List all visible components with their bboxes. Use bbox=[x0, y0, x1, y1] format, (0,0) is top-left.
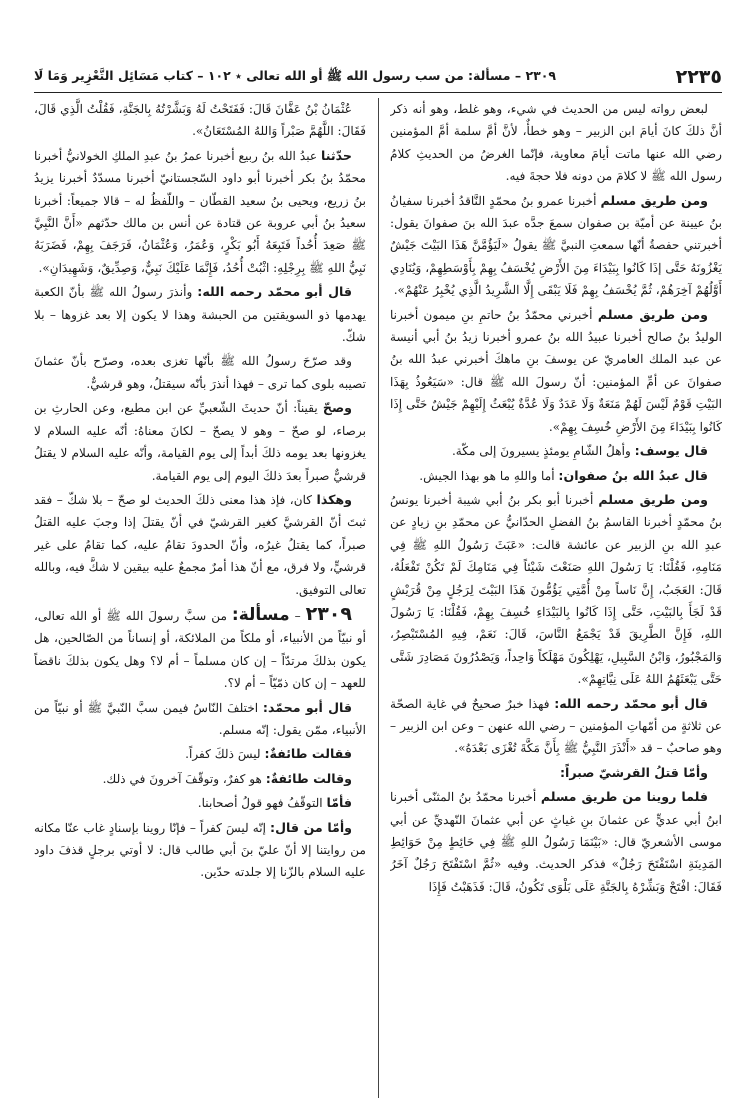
column-divider bbox=[378, 98, 379, 1098]
paragraph-text: يقيناً: أنّ حديثَ الشّعبيِّ عن ابن مطيع، وعن الحارثِ بن برصاء، لو صحّ – وهو لا يصحّ – لكانَ معناهُ: أنّه عليه السلام لا يغزونها بعد يومه ذلكَ أبداً إلى يوم القيامة، وأنّه عليه السلام لا يقتلُ قرشيٌّ صبراً بعدَ ذلكَ اليوم إلى يوم القيامة. bbox=[34, 401, 366, 483]
paragraph-text: من سبَّ رسولَ الله ﷺ أو الله تعالى، أو نبيّاً من الأنبياء، أو ملكاً من الملائكة، أو إنساناً من الصّالحين، هل يكون بذلكَ مرتدّاً – إن كان مسلماً – أم لا؟ وهل يكون بذلكَ ناقضاً للعهد – إن كان ذمّيّاً – أم لا؟. bbox=[34, 608, 366, 691]
lead-phrase: وأمّا قتلُ القرشيّ صبراً: bbox=[559, 764, 708, 780]
paragraph-text: أما واللهِ ما هو بهذا الجيش. bbox=[419, 468, 559, 483]
paragraph bbox=[390, 489, 722, 691]
lead-phrase: فقالت طائفةٌ: bbox=[264, 746, 352, 762]
paragraph bbox=[34, 792, 366, 814]
paragraph bbox=[34, 281, 366, 348]
issue-heading: مسألة: bbox=[231, 604, 290, 625]
lead-phrase: ومن طريق مسلم bbox=[600, 192, 708, 208]
running-title: ٢٣٠٩ – مسألة: من سب رسول الله ﷺ أو الله تعالى ٭ ١٠٢ – كتاب مَسَائِل التَّعْزِير وَمَا لَا bbox=[34, 67, 556, 83]
lead-phrase: وأمّا من قال: bbox=[270, 819, 353, 835]
paragraph-text: أخبرنا محمّدُ بنُ المثنّى أخبرنا ابنُ أبي عديٍّ عن عثمانَ بنِ غياثٍ عن أبي عثمانَ النّهديِّ عن أبي موسى الأشعريّ قال: «بَيْنَمَا رَسُولُ اللهِ ﷺ فِي حَائِطٍ مِنْ حَوَائِطِ المَدِينَةِ اسْتَفْتَحَ رَجُلٌ» فذكر الحديث. وفيه «ثُمَّ اسْتَفْتَحَ رَجُلٌ آخَرُ فَقَالَ: افْتَحْ وَبَشِّرْهُ بِالجَنَّةِ عَلَى بَلْوَى تَكُونُ، قَالَ: فَذَهَبْتُ فَإِذَا bbox=[390, 790, 722, 894]
paragraph-text: اختلفَ النّاسُ فيمن سبَّ النّبيَّ ﷺ أو نبيّاً من الأنبياء، ممّن يقول: إنّه مسلم. bbox=[34, 700, 366, 737]
paragraph-text: إنّه ليسَ كفراً – فإنّا روينا بإسنادٍ غاب عنّا مكانه من روايتنا إلا أنّ عليّ بنَ أبي طالب قال: لا أوتي برجلٍ قذفَ داود عليه السلام بالزّنا إلا جلدته حدّين. bbox=[34, 820, 366, 880]
lead-phrase: فأمّا bbox=[326, 795, 352, 811]
lead-phrase: وقالت طائفةٌ: bbox=[265, 770, 352, 786]
paragraph bbox=[34, 768, 366, 790]
paragraph-text: أخبرنا عمرو بنُ محمّدٍ النَّاقدُ أخبرنا سفيانُ بنُ عيينة عن أميّة بن صفوان سمعَ جدَّه عبدَ الله بنَ صفوانَ يقول: أخبرتني حفصةُ أنّها سمعتِ النبيَّ ﷺ يقولُ «لَيَؤُمَّنَّ هَذَا البَيْتَ جَيْشٌ يَغْزُونَهُ حَتَّى إذَا كَانُوا بِبَيْدَاءَ مِنَ الأَرْضِ يُخْسَفُ بِهِمْ بِأَوْسَطِهِمْ، وَيُنَادِي أَوَّلُهُمْ آخِرَهُمْ، ثُمَّ يُخْسَفُ بِهِمْ فَلَا يَبْقَى إِلَّا الشَّرِيدُ الَّذِي يُخْبِرُ عَنْهُمْ». bbox=[390, 193, 722, 298]
paragraph-text: وأنذرَ رسولُ الله ﷺ بأنّ الكعبة يهدمها ذو السويقتين من الحبشة وهذا لا يكون إلا بعد غزوها – بلا شكّ. bbox=[34, 285, 366, 345]
paragraph-text: التوقّفُ فهو قولُ أصحابنا. bbox=[197, 796, 327, 811]
paragraph bbox=[34, 489, 366, 601]
paragraph-text: وأهلُ الشّامِ يومئذٍ يسيرونَ إلى مكّة. bbox=[451, 444, 635, 459]
paragraph-text: ليسَ ذلكَ كفراً. bbox=[185, 747, 265, 762]
paragraph bbox=[390, 762, 722, 784]
lead-phrase: قال عبدُ الله بنُ صفوان: bbox=[558, 467, 708, 483]
paragraph bbox=[390, 190, 722, 302]
paragraph bbox=[390, 786, 722, 898]
lead-phrase: فلما روينا من طريق مسلم bbox=[540, 789, 708, 805]
issue-number: ٢٣٠٩ bbox=[305, 602, 352, 625]
paragraph-text: أخبرنا أبو بكر بنُ أبي شيبة أخبرنا يونسُ بنُ محمّدٍ أخبرنا القاسمُ بنُ الفضلِ الحدّانيُّ عن محمّدِ بنِ زيادٍ عن عبدِ الله بنِ الزبير عن عائشة قالت: «عَبَثَ رَسُولُ اللهِ ﷺ فِي مَنَامِهِ، فَقُلْنَا: يَا رَسُولَ اللهِ صَنَعْتَ شَيْئاً فِي مَنَامِكَ لَمْ تَكُنْ تَفْعَلُهُ، قَالَ: العَجَبُ، إِنَّ نَاساً مِنْ أُمَّتِي يَؤُمُّونَ هَذَا البَيْتَ لِرَجُلٍ مِنْ قُرَيْشٍ قَدْ لَجَأَ بِالبَيْتِ، حَتَّى إِذَا كَانُوا بِالبَيْدَاءِ خُسِفَ بِهِمْ، فَقُلْنَا: يَا رَسُولَ اللهِ، فَإِنَّ الطَّرِيقَ قَدْ يَجْمَعُ النَّاسَ، قَالَ: نَعَمْ، فِيهِ المُسْتَبْصِرُ، وَالمَجْبُورُ، وَابْنُ السَّبِيلِ، يَهْلِكُونَ مَهْلَكاً وَاحِداً، وَيَصْدُرُونَ مَصَادِرَ شَتَّى حَتَّى يَبْعَثَهُمُ اللهُ عَلَى نِيَّاتِهِمْ». bbox=[390, 492, 722, 687]
left-column bbox=[34, 98, 366, 1098]
page-number: ٢٢٣٥ bbox=[675, 66, 722, 88]
lead-phrase: قال أبو محمّد رحمه الله: bbox=[197, 284, 352, 300]
paragraph-text: فهذا خبرٌ صحيحٌ في غاية الصحّة عن ثلاثةٍ من أمّهاتِ المؤمنين – رضي الله عنهن – وعن ابن الزبير – وهو صاحبٌ – قد «أَنْذَرَ النَّبِيُّ ﷺ بِأَنَّ مَكَّةَ تُغْزَى بَعْدَهُ». bbox=[390, 696, 722, 756]
paragraph: وقد صرّحَ رسولُ الله ﷺ بأنّها تغزى بعده، وصرّح بأنّ عثمانَ تصيبه بلوى كما ترى – فهذا أنذرَ بأنّه سيقتلُ، وهو قرشيٌّ. bbox=[34, 354, 366, 391]
paragraph bbox=[34, 397, 366, 487]
paragraph bbox=[34, 145, 366, 279]
paragraph bbox=[34, 817, 366, 884]
paragraph bbox=[390, 693, 722, 760]
paragraph-text: هو كفرٌ، وتوقّفَ آخرونَ في ذلك. bbox=[102, 771, 266, 786]
paragraph-text: كان، فإذ هذا معنى ذلكَ الحديث لو صحّ – بلا شكّ – فقد ثبتَ أنّ القرشيَّ كغير القرشيّ في أنّ يقتلَ إذا وجبَ عليه القتلُ صبراً، كما يقتلُ غيرُه، وأنّ الحدودَ تقامُ عليه، كما تقامُ على غير قرشيٍّ، ولا فرق، مع أنّ هذا أمرٌ مجمعٌ عليه بيقين لا شكَّ فيه، وبالله تعالى التوفيق. bbox=[34, 492, 366, 597]
paragraph-text: أخبرني محمّدُ بنُ حاتمِ بنِ ميمون أخبرنا الوليدُ بنُ صالح أخبرنا عبيدُ الله بنُ عمرو أخبرنا زيدُ بنُ أبي أنيسة عن عبد الملك العامريّ عن يوسفَ بنِ ماهكَ أخبرني عبدُ الله بنُ صفوانَ عن أمِّ المؤمنين: أنّ رسولَ الله ﷺ قال: «سَيَعُوذُ بِهَذَا البَيْتِ قَوْمٌ لَيْسَ لَهُمْ مَنَعَةٌ وَلَا عَدَدٌ وَلَا عُدَّةٌ يُبْعَثُ إِلَيْهِمْ جَيْشٌ حَتَّى إِذَا كَانُوا بِبَيْدَاءَ مِنَ الأَرْضِ خُسِفَ بِهِمْ». bbox=[390, 307, 722, 434]
lead-phrase: وصحّ bbox=[322, 400, 352, 416]
running-header bbox=[34, 62, 722, 93]
right-column bbox=[390, 98, 722, 1098]
paragraph bbox=[390, 465, 722, 487]
paragraph bbox=[34, 697, 366, 742]
paragraph: عُثْمَانُ بْنُ عَفَّانَ قَالَ: فَفَتَحْتُ لَهُ وَبَشَّرْتُهُ بِالجَنَّةِ، فَقُلْتُ الَّذِي قَالَ، فَقَالَ: اللَّهُمَّ صَبْراً وَاللهُ المُسْتَعَانُ». bbox=[34, 102, 366, 139]
lead-phrase: حدّثنا bbox=[321, 147, 352, 163]
lead-phrase: قال يوسف: bbox=[634, 443, 708, 459]
lead-phrase: قال أبو محمّد: bbox=[262, 699, 352, 715]
lead-phrase: ومن طريق مسلم bbox=[598, 491, 708, 507]
paragraph: لبعض رواته ليس من الحديث في شيء، وهو غلط، وهو أنه ذكر أنَّ ذلكَ كانَ أيامَ ابن الزبير – وهو خطأٌ، لأنَّ أمَّ سلمة أمَّ المؤمنين رضي الله عنها ماتت أيامَ معاوية، فإنّما الغرضُ من الحديثِ كلامُ رسول الله ﷺ لا كلامَ من دونه فلا حجةَ فيه. bbox=[390, 102, 722, 184]
paragraph-text: عبدُ الله بنُ ربيع أخبرنا عمرُ بنُ عبدِ الملكِ الخولانيُّ أخبرنا محمّدُ بنُ بكر أخبرنا أبو داود السّجستانيّ أخبرنا مسدّدٌ أخبرنا يزيدُ بنُ زريع، ويحيى بنُ سعيد القطّان – واللّفظُ له – قالا جميعاً: أخبرنا سعيدُ بنُ أبي عروبة عن قتادة عن أنس بن مالك حدّثهم «أَنَّ النَّبِيَّ ﷺ صَعِدَ أُحُداً فَتَبِعَهُ أَبُو بَكْرٍ، وَعُمَرُ، وَعُثْمَانُ، فَرَجَفَ بِهِمْ، فَضَرَبَهُ نَبِيُّ اللهِ ﷺ بِرِجْلِهِ: اثْبُتْ أُحُدُ، فَإِنَّمَا عَلَيْكَ نَبِيٌّ، وَصِدِّيقٌ، وَشَهِيدَانِ». bbox=[34, 148, 366, 275]
paragraph bbox=[34, 743, 366, 765]
text-columns bbox=[34, 98, 722, 1098]
lead-phrase: وهكذا bbox=[316, 491, 352, 507]
lead-phrase: قال أبو محمّد رحمه الله: bbox=[554, 695, 708, 711]
paragraph bbox=[390, 304, 722, 438]
paragraph: ٢٣٠٩ – مسألة: من سبَّ رسولَ الله ﷺ أو الله تعالى، أو نبيّاً من الأنبياء، أو ملكاً من الملائكة، أو إنساناً من الصّالحين، هل يكون بذلكَ مرتدّاً – إن كان مسلماً – أم لا؟ وهل يكون بذلكَ ناقضاً للعهد – إن كان ذمّيّاً – أم لا؟. bbox=[34, 602, 366, 691]
paragraph bbox=[390, 440, 722, 462]
lead-phrase: ومن طريق مسلم bbox=[597, 306, 708, 322]
